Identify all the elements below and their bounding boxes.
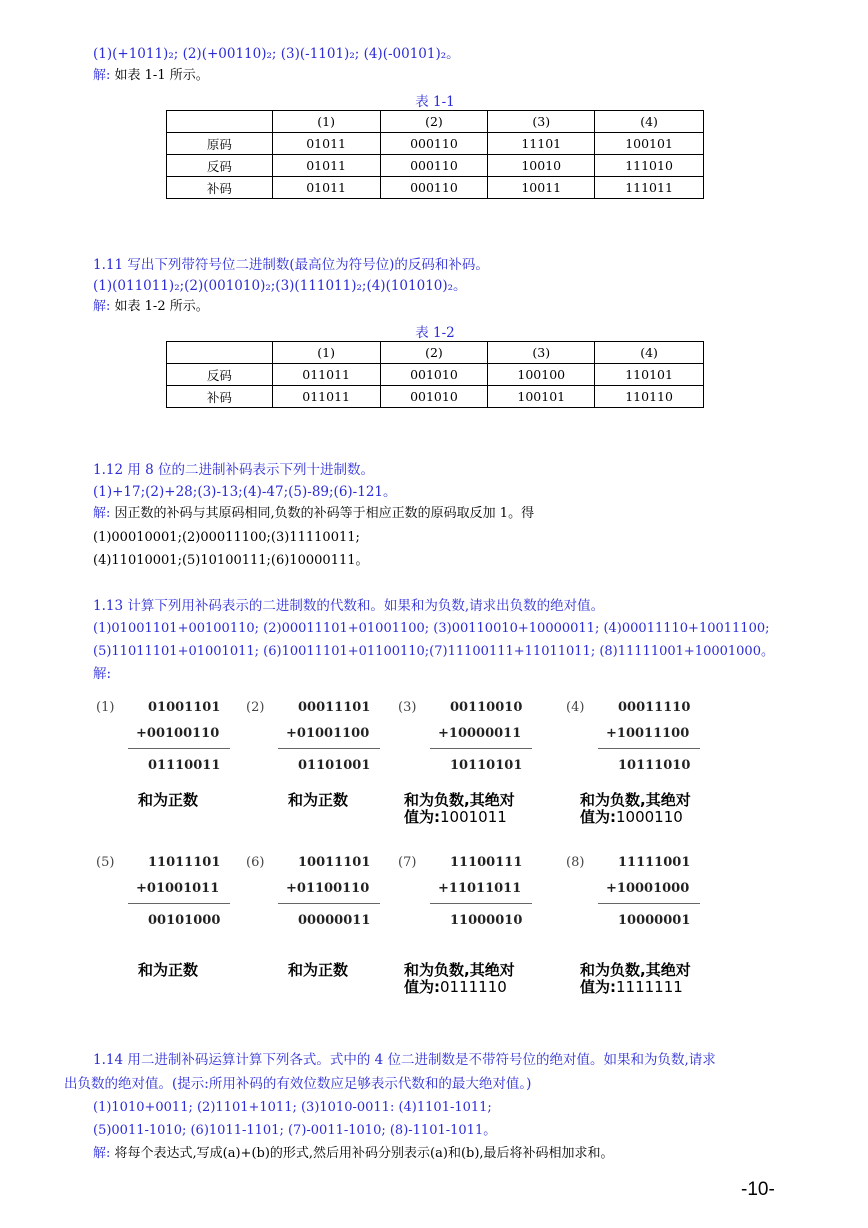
calc-operand-a: 00011101 (298, 700, 371, 715)
calc-operand-a: 11111001 (618, 855, 691, 870)
calc-result-text: 和为正数 (288, 791, 349, 809)
table-1-1 (166, 110, 704, 199)
table-cell: 100101 (488, 386, 595, 408)
solution-text: 因正数的补码与其原码相同,负数的补码等于相应正数的原码取反加 1。得 (114, 506, 535, 521)
table-cell: 111010 (595, 155, 704, 177)
sum-line (430, 748, 532, 749)
abs-value: 1000110 (616, 808, 683, 826)
calc-result (580, 792, 691, 826)
calculation-block (566, 700, 726, 780)
calc-operand-b: +01001011 (136, 881, 220, 896)
question-1-11-items: (1)(011011)₂;(2)(001010)₂;(3)(111011)₂;(4)(101010)₂。 (93, 278, 467, 294)
abs-label: 值为: (580, 978, 616, 996)
calc-result-text: 和为负数,其绝对 (580, 791, 691, 809)
question-1-13-title: 1.13 计算下列用补码表示的二进制数的代数和。如果和为负数,请求出负数的绝对值。 (93, 598, 605, 614)
table-1-1-caption: 表 1-1 (415, 94, 455, 110)
calculation-block (398, 855, 558, 935)
calc-absolute-value (580, 809, 691, 826)
table-row (167, 386, 704, 408)
calc-result-text: 和为正数 (288, 961, 349, 979)
table-cell: 100100 (488, 364, 595, 386)
sum-line (598, 748, 700, 749)
table-cell: 11101 (488, 133, 595, 155)
solution-line (93, 505, 534, 523)
calc-result (138, 792, 198, 809)
calc-label: (3) (398, 700, 417, 715)
calc-absolute-value (404, 809, 515, 826)
table-cell: 10010 (488, 155, 595, 177)
sum-line (598, 903, 700, 904)
table-cell: 反码 (167, 364, 273, 386)
table-header-cell: (2) (380, 342, 488, 364)
table-header-row (167, 111, 704, 133)
answer-line: (4)11010001;(5)10100111;(6)10000111。 (93, 553, 369, 568)
calc-result (138, 962, 198, 979)
table-cell: 01011 (272, 133, 380, 155)
calc-label: (5) (96, 855, 115, 870)
table-cell: 001010 (380, 364, 488, 386)
calc-result-text: 和为负数,其绝对 (404, 961, 515, 979)
table-row (167, 364, 704, 386)
solution-label: 解: (93, 666, 112, 682)
sum-line (278, 748, 380, 749)
table-header-cell: (3) (488, 111, 595, 133)
calc-sum: 01101001 (298, 758, 371, 773)
calc-result (580, 962, 691, 996)
calculation-block (398, 700, 558, 780)
calc-label: (4) (566, 700, 585, 715)
abs-value: 1001011 (440, 808, 507, 826)
table-cell: 000110 (380, 155, 488, 177)
calc-absolute-value (404, 979, 515, 996)
table-header-cell (167, 111, 273, 133)
calc-operand-a: 10011101 (298, 855, 371, 870)
solution-line (93, 1145, 614, 1163)
abs-label: 值为: (404, 808, 440, 826)
calc-result (288, 792, 348, 809)
question-1-14-items-2: (5)0011-1010; (6)1011-1101; (7)-0011-1010; (8)-1101-1011。 (93, 1123, 497, 1138)
calc-result (288, 962, 348, 979)
calc-sum: 11000010 (450, 913, 523, 928)
table-cell: 000110 (380, 177, 488, 199)
solution-line (93, 298, 209, 316)
table-cell: 100101 (595, 133, 704, 155)
question-1-12-title: 1.12 用 8 位的二进制补码表示下列十进制数。 (93, 462, 375, 478)
calc-result-text: 和为负数,其绝对 (580, 961, 691, 979)
calc-sum: 10000001 (618, 913, 691, 928)
abs-label: 值为: (580, 808, 616, 826)
solution-label: 解: (93, 1146, 111, 1161)
calc-operand-b: +00100110 (136, 726, 220, 741)
table-1-2-caption: 表 1-2 (415, 325, 455, 341)
table-cell: 补码 (167, 386, 273, 408)
calc-absolute-value (580, 979, 691, 996)
calculation-block (246, 855, 406, 935)
abs-value: 0111110 (440, 978, 507, 996)
solution-label: 解: (93, 68, 111, 83)
table-cell: 01011 (272, 155, 380, 177)
table-cell: 001010 (380, 386, 488, 408)
calc-sum: 00101000 (148, 913, 221, 928)
table-cell: 110101 (595, 364, 704, 386)
sum-line (278, 903, 380, 904)
solution-text: 如表 1-1 所示。 (114, 68, 209, 83)
table-cell: 原码 (167, 133, 273, 155)
solution-label: 解: (93, 506, 111, 521)
table-cell: 000110 (380, 133, 488, 155)
abs-value: 1111111 (616, 978, 683, 996)
table-1-2 (166, 341, 704, 408)
calculation-block (566, 855, 726, 935)
calc-operand-b: +10001000 (606, 881, 690, 896)
calculation-block (96, 855, 256, 935)
table-cell: 011011 (272, 364, 380, 386)
table-header-cell (167, 342, 273, 364)
calc-operand-a: 01001101 (148, 700, 221, 715)
question-1-14-items-1: (1)1010+0011; (2)1101+1011; (3)1010-0011: (4)1101-1011; (93, 1100, 492, 1115)
table-row (167, 155, 704, 177)
calc-result-text: 和为负数,其绝对 (404, 791, 515, 809)
solution-text: 将每个表达式,写成(a)+(b)的形式,然后用补码分别表示(a)和(b),最后将补码相加求和。 (114, 1146, 614, 1161)
calc-operand-a: 11011101 (148, 855, 221, 870)
calc-sum: 01110011 (148, 758, 221, 773)
question-1-12-items: (1)+17;(2)+28;(3)-13;(4)-47;(5)-89;(6)-121。 (93, 484, 397, 500)
question-1-13-items-2: (5)11011101+01001011; (6)10011101+01100110;(7)11100111+11011011; (8)11111001+10001000。 (93, 644, 774, 659)
abs-label: 值为: (404, 978, 440, 996)
calculation-block (246, 700, 406, 780)
calc-operand-a: 00110010 (450, 700, 523, 715)
solution-line (93, 67, 209, 85)
question-1-14-title-1: 1.14 用二进制补码运算计算下列各式。式中的 4 位二进制数是不带符号位的绝对值。如果和为负数,请求 (93, 1052, 716, 1068)
sum-line (128, 903, 230, 904)
calc-result (404, 962, 515, 996)
solution-label: 解: (93, 299, 111, 314)
sum-line (430, 903, 532, 904)
calc-operand-b: +10000011 (438, 726, 522, 741)
table-cell: 反码 (167, 155, 273, 177)
calc-label: (6) (246, 855, 265, 870)
table-header-cell: (1) (272, 342, 380, 364)
calculation-block (96, 700, 256, 780)
calc-operand-b: +01001100 (286, 726, 370, 741)
calc-sum: 10111010 (618, 758, 691, 773)
calc-label: (7) (398, 855, 417, 870)
table-header-row (167, 342, 704, 364)
table-cell: 011011 (272, 386, 380, 408)
calc-label: (8) (566, 855, 585, 870)
calc-sum: 00000011 (298, 913, 371, 928)
sum-line (128, 748, 230, 749)
calc-sum: 10110101 (450, 758, 523, 773)
calc-operand-a: 00011110 (618, 700, 691, 715)
question-1-13-items-1: (1)01001101+00100110; (2)00011101+01001100; (3)00110010+10000011; (4)00011110+10011100; (93, 621, 770, 636)
question-1-14-title-2: 出负数的绝对值。(提示:所用补码的有效位数应足够表示代数和的最大绝对值。) (64, 1076, 532, 1092)
exercise-items-1-10: (1)(+1011)₂; (2)(+00110)₂; (3)(-1101)₂; (4)(-00101)₂。 (93, 46, 460, 62)
calc-result (404, 792, 515, 826)
table-row (167, 133, 704, 155)
table-row (167, 177, 704, 199)
calc-result-text: 和为正数 (138, 791, 199, 809)
solution-text: 如表 1-2 所示。 (114, 299, 209, 314)
question-1-11-title: 1.11 写出下列带符号位二进制数(最高位为符号位)的反码和补码。 (93, 257, 489, 273)
table-cell: 补码 (167, 177, 273, 199)
answer-line: (1)00010001;(2)00011100;(3)11110011; (93, 530, 360, 545)
table-cell: 10011 (488, 177, 595, 199)
table-header-cell: (4) (595, 342, 704, 364)
calc-operand-b: +11011011 (438, 881, 522, 896)
table-header-cell: (1) (272, 111, 380, 133)
table-cell: 110110 (595, 386, 704, 408)
table-header-cell: (3) (488, 342, 595, 364)
calc-label: (1) (96, 700, 115, 715)
calc-result-text: 和为正数 (138, 961, 199, 979)
table-cell: 111011 (595, 177, 704, 199)
calc-operand-a: 11100111 (450, 855, 523, 870)
calc-operand-b: +10011100 (606, 726, 690, 741)
table-header-cell: (2) (380, 111, 488, 133)
calc-label: (2) (246, 700, 265, 715)
calc-operand-b: +01100110 (286, 881, 370, 896)
page-number: -10- (741, 1179, 775, 1200)
table-cell: 01011 (272, 177, 380, 199)
table-header-cell: (4) (595, 111, 704, 133)
